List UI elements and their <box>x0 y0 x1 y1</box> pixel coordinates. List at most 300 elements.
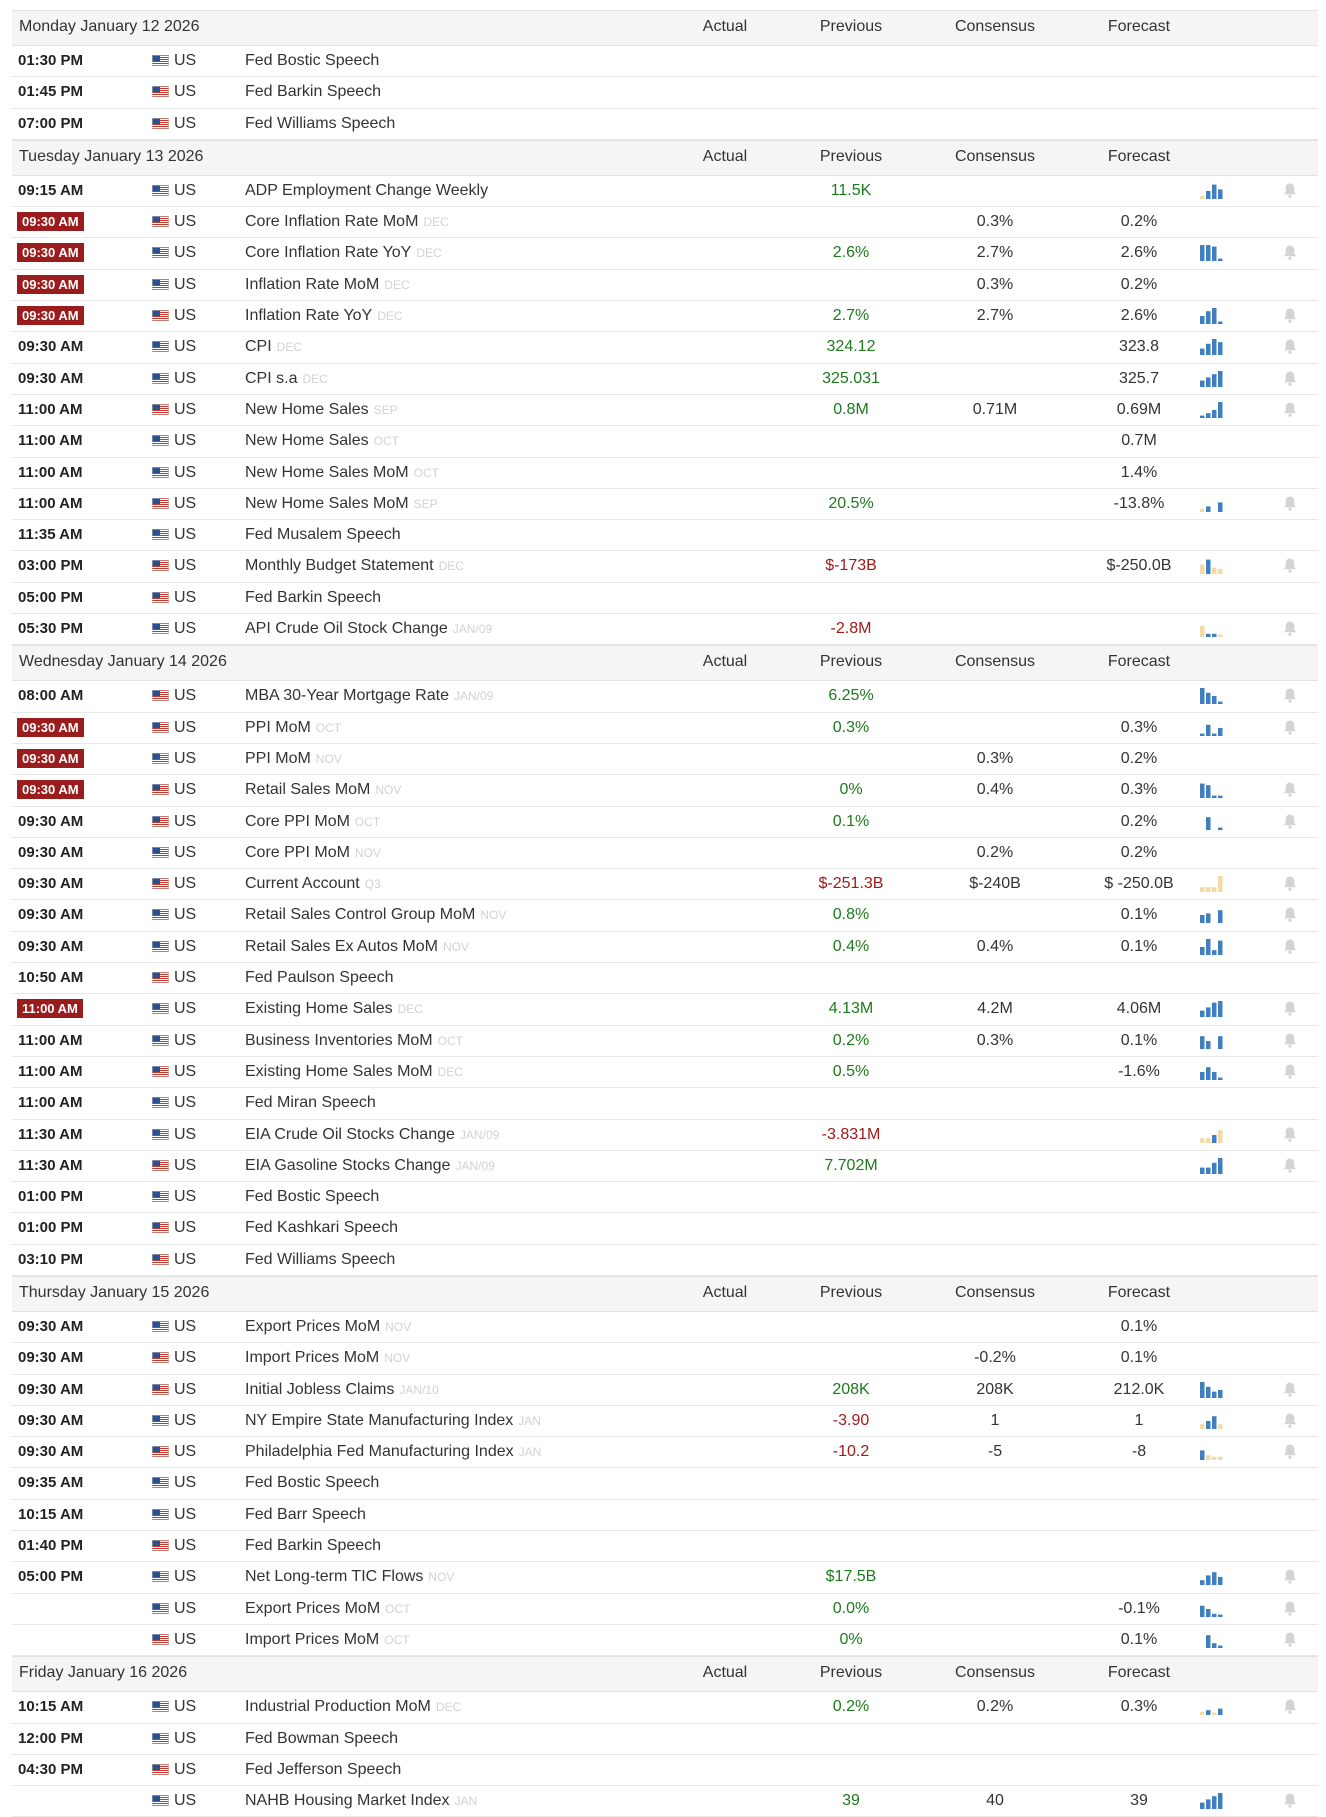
event-row[interactable] <box>12 838 1318 869</box>
event-row[interactable] <box>12 963 1318 994</box>
sparkline-bar <box>1200 1712 1205 1715</box>
event-row[interactable] <box>12 458 1318 489</box>
event-row[interactable] <box>12 520 1318 551</box>
sparkline-chart[interactable] <box>1198 494 1232 514</box>
sparkline-bar <box>1206 1167 1211 1173</box>
sparkline-chart[interactable] <box>1198 1599 1232 1619</box>
bell-icon[interactable] <box>1282 1063 1298 1080</box>
event-name[interactable] <box>245 370 328 388</box>
event-name[interactable] <box>245 432 399 450</box>
country-code: US <box>174 244 197 262</box>
sparkline-bar <box>1206 344 1211 355</box>
event-row[interactable] <box>12 207 1318 238</box>
sparkline-chart[interactable] <box>1198 1156 1232 1176</box>
sparkline-bar <box>1212 1163 1217 1174</box>
sparkline-chart[interactable] <box>1198 369 1232 389</box>
event-name-text[interactable]: Fed Bowman Speech <box>245 1729 398 1747</box>
event-name-text[interactable]: Fed Bostic Speech <box>245 1474 380 1492</box>
event-row[interactable] <box>12 681 1318 712</box>
event-name-text[interactable]: Core PPI MoM <box>245 843 350 861</box>
event-name-text[interactable]: Core Inflation Rate YoY <box>245 244 412 262</box>
sparkline-chart[interactable] <box>1198 686 1232 706</box>
event-row[interactable] <box>12 775 1318 806</box>
sparkline-bar <box>1218 502 1223 512</box>
event-name[interactable] <box>245 115 395 133</box>
event-name-text[interactable]: Monthly Budget Statement <box>245 557 434 575</box>
event-name-text[interactable]: NY Empire State Manufacturing Index <box>245 1411 514 1429</box>
event-time: 09:30 AM <box>18 1317 84 1335</box>
event-name[interactable] <box>245 182 488 200</box>
event-name[interactable] <box>245 244 442 262</box>
bell-icon[interactable] <box>1282 1792 1298 1809</box>
event-name[interactable] <box>245 557 464 575</box>
bell-icon[interactable] <box>1282 1568 1298 1585</box>
sparkline-chart[interactable] <box>1198 1567 1232 1587</box>
sparkline-bar <box>1200 915 1205 923</box>
event-name-text[interactable]: Existing Home Sales <box>245 1000 393 1018</box>
bell-icon[interactable] <box>1282 1032 1298 1049</box>
event-name-text[interactable]: Fed Barkin Speech <box>245 588 382 606</box>
sparkline-bar <box>1212 696 1217 704</box>
sparkline-chart[interactable] <box>1198 1411 1232 1431</box>
event-name[interactable] <box>245 719 341 737</box>
event-row[interactable] <box>12 301 1318 332</box>
event-row[interactable] <box>12 1182 1318 1213</box>
event-row[interactable] <box>12 1120 1318 1151</box>
sparkline-chart[interactable] <box>1198 999 1232 1019</box>
consensus-value: 0.2% <box>976 1698 1014 1716</box>
bell-icon[interactable] <box>1282 1381 1298 1398</box>
bell-icon[interactable] <box>1282 906 1298 923</box>
sparkline-bar <box>1200 416 1205 418</box>
bell-icon[interactable] <box>1282 875 1298 892</box>
event-name[interactable] <box>245 401 398 419</box>
us-flag-icon <box>152 1733 169 1744</box>
event-name[interactable] <box>245 1381 439 1399</box>
sparkline-bar <box>1206 1800 1211 1810</box>
event-time: 09:30 AM <box>18 1443 84 1461</box>
sparkline-bar <box>1218 322 1223 324</box>
event-row[interactable] <box>12 614 1318 645</box>
sparkline-chart[interactable] <box>1198 181 1232 201</box>
event-name[interactable] <box>245 1568 454 1586</box>
event-time: 11:00 AM <box>18 1062 83 1080</box>
bell-icon[interactable] <box>1282 938 1298 955</box>
forecast-value: 0.1% <box>1120 1630 1158 1648</box>
sparkline-chart[interactable] <box>1198 337 1232 357</box>
event-name-text[interactable]: Inflation Rate YoY <box>245 307 373 325</box>
forecast-value: 0.2% <box>1120 843 1158 861</box>
event-name[interactable] <box>245 1443 541 1461</box>
event-row[interactable] <box>12 1786 1318 1817</box>
us-flag-icon <box>152 1571 169 1582</box>
bell-icon[interactable] <box>1282 557 1298 574</box>
sparkline-chart[interactable] <box>1198 937 1232 957</box>
event-row[interactable] <box>12 46 1318 77</box>
event-name-text[interactable]: API Crude Oil Stock Change <box>245 620 448 638</box>
event-row[interactable] <box>12 994 1318 1025</box>
consensus-value: 2.7% <box>976 244 1014 262</box>
sparkline-chart[interactable] <box>1198 556 1232 576</box>
event-name[interactable] <box>245 813 380 831</box>
event-name[interactable] <box>245 750 342 768</box>
event-name-text[interactable]: Fed Barr Speech <box>245 1505 366 1523</box>
bell-icon[interactable] <box>1282 495 1298 512</box>
country-code: US <box>174 432 197 450</box>
country-code: US <box>174 1031 197 1049</box>
event-row[interactable] <box>12 807 1318 838</box>
us-flag-icon <box>152 55 169 66</box>
bell-icon[interactable] <box>1282 719 1298 736</box>
event-row[interactable] <box>12 1468 1318 1499</box>
sparkline-chart[interactable] <box>1198 874 1232 894</box>
event-name[interactable] <box>245 589 381 607</box>
bell-icon[interactable] <box>1282 338 1298 355</box>
event-name-text[interactable]: Inflation Rate MoM <box>245 275 380 293</box>
event-name[interactable] <box>245 83 381 101</box>
sparkline-chart[interactable] <box>1198 306 1232 326</box>
event-row[interactable] <box>12 1437 1318 1468</box>
us-flag-icon <box>152 341 169 352</box>
previous-value: 0% <box>839 1630 863 1648</box>
bell-icon[interactable] <box>1282 1126 1298 1143</box>
sparkline-chart[interactable] <box>1198 1062 1232 1082</box>
sparkline-chart[interactable] <box>1198 243 1232 263</box>
sparkline-chart[interactable] <box>1198 400 1232 420</box>
event-name[interactable] <box>245 875 381 893</box>
event-row[interactable] <box>12 395 1318 426</box>
event-name[interactable] <box>245 1506 366 1524</box>
event-name-text[interactable]: New Home Sales MoM <box>245 494 409 512</box>
bell-icon[interactable] <box>1282 1000 1298 1017</box>
event-time: 09:30 AM <box>18 1411 84 1429</box>
event-name-text[interactable]: Fed Bostic Speech <box>245 1188 380 1206</box>
event-name[interactable] <box>245 1730 398 1748</box>
bell-icon[interactable] <box>1282 244 1298 261</box>
country-code: US <box>174 1380 197 1398</box>
event-name-text[interactable]: Fed Williams Speech <box>245 114 396 132</box>
event-name-text[interactable]: New Home Sales <box>245 432 369 450</box>
us-flag-icon <box>152 247 169 258</box>
event-name-text[interactable]: PPI MoM <box>245 749 311 767</box>
bell-icon[interactable] <box>1282 620 1298 637</box>
country-code: US <box>174 1349 197 1367</box>
country-code: US <box>174 969 197 987</box>
event-name[interactable] <box>245 1698 461 1716</box>
event-name-text[interactable]: Existing Home Sales MoM <box>245 1062 433 1080</box>
sparkline-bar <box>1218 940 1223 954</box>
sparkline-chart[interactable] <box>1198 1125 1232 1145</box>
event-name-text[interactable]: NAHB Housing Market Index <box>245 1792 450 1810</box>
event-row[interactable] <box>12 932 1318 963</box>
event-name[interactable] <box>245 1474 379 1492</box>
event-row[interactable] <box>12 1594 1318 1625</box>
event-name-text[interactable]: Net Long-term TIC Flows <box>245 1568 424 1586</box>
consensus-value: 2.7% <box>976 307 1014 325</box>
forecast-value: 0.1% <box>1120 937 1158 955</box>
event-name[interactable] <box>245 526 401 544</box>
sparkline-bar <box>1206 1138 1211 1143</box>
sparkline-chart[interactable] <box>1198 1791 1232 1811</box>
event-name-text[interactable]: ADP Employment Change Weekly <box>245 181 489 199</box>
event-row[interactable] <box>12 1625 1318 1656</box>
event-name[interactable] <box>245 620 492 638</box>
sparkline-bar <box>1200 1605 1205 1616</box>
event-name-text[interactable]: PPI MoM <box>245 718 311 736</box>
event-name[interactable] <box>245 1761 401 1779</box>
event-name-text[interactable]: Current Account <box>245 875 360 893</box>
sparkline-chart[interactable] <box>1198 905 1232 925</box>
bell-icon[interactable] <box>1282 687 1298 704</box>
event-row[interactable] <box>12 1088 1318 1119</box>
event-name-text[interactable]: Export Prices MoM <box>245 1317 381 1335</box>
sparkline-bar <box>1200 245 1205 261</box>
event-name-text[interactable]: New Home Sales <box>245 400 369 418</box>
sparkline-bar <box>1218 1078 1223 1080</box>
event-row[interactable] <box>12 869 1318 900</box>
event-time: 10:15 AM <box>18 1505 84 1523</box>
event-row[interactable] <box>12 1343 1318 1374</box>
event-name-text[interactable]: Fed Jefferson Speech <box>245 1760 402 1778</box>
sparkline-chart[interactable] <box>1198 1442 1232 1462</box>
event-row[interactable] <box>12 1026 1318 1057</box>
event-name[interactable] <box>245 1792 477 1810</box>
sparkline-bar <box>1212 1643 1217 1648</box>
sparkline-chart[interactable] <box>1198 1630 1232 1650</box>
event-name-text[interactable]: Fed Bostic Speech <box>245 52 380 69</box>
country-code: US <box>174 812 197 830</box>
day-header <box>12 140 1318 176</box>
event-row[interactable] <box>12 238 1318 269</box>
event-name[interactable] <box>245 1157 495 1175</box>
previous-value: 0.8M <box>833 400 869 418</box>
event-period: NOV <box>428 1570 455 1585</box>
country-code: US <box>174 1568 197 1586</box>
event-name-text[interactable]: New Home Sales MoM <box>245 463 409 481</box>
previous-value: 325.031 <box>822 369 880 387</box>
event-name[interactable] <box>245 1537 381 1555</box>
event-name-text[interactable]: Fed Kashkari Speech <box>245 1219 398 1237</box>
previous-value: $17.5B <box>825 1568 877 1586</box>
sparkline-bar <box>1212 1003 1217 1017</box>
day-date: Tuesday January 13 2026 <box>19 147 204 165</box>
event-name-text[interactable]: Retail Sales MoM <box>245 781 371 799</box>
event-name-text[interactable]: Initial Jobless Claims <box>245 1380 395 1398</box>
us-flag-icon <box>152 1035 169 1046</box>
country-code: US <box>174 1125 197 1143</box>
event-name-text[interactable]: Core PPI MoM <box>245 812 350 830</box>
event-row[interactable] <box>12 551 1318 582</box>
event-name-text[interactable]: CPI <box>245 338 272 356</box>
event-row[interactable] <box>12 364 1318 395</box>
bell-icon[interactable] <box>1282 1412 1298 1429</box>
forecast-value: 0.1% <box>1120 1031 1158 1049</box>
event-time: 09:30 AM <box>18 812 84 830</box>
event-name[interactable] <box>245 1251 395 1269</box>
event-name[interactable] <box>245 906 506 924</box>
forecast-value: 0.1% <box>1120 906 1158 924</box>
event-name-text[interactable]: Core Inflation Rate MoM <box>245 213 419 231</box>
sparkline-bar <box>1206 377 1211 387</box>
event-name[interactable] <box>245 781 401 799</box>
event-name-text[interactable]: Business Inventories MoM <box>245 1031 433 1049</box>
event-row[interactable] <box>12 1312 1318 1343</box>
column-header-actual: Actual <box>702 147 748 165</box>
bell-icon[interactable] <box>1282 1600 1298 1617</box>
event-row[interactable] <box>12 332 1318 363</box>
bell-icon[interactable] <box>1282 813 1298 830</box>
bell-icon[interactable] <box>1282 401 1298 418</box>
sparkline-chart[interactable] <box>1198 1697 1232 1717</box>
event-row[interactable] <box>12 176 1318 207</box>
event-name[interactable] <box>245 1631 410 1649</box>
event-row[interactable] <box>12 900 1318 931</box>
event-name-text[interactable]: Fed Musalem Speech <box>245 526 401 544</box>
event-name[interactable] <box>245 307 403 325</box>
event-row[interactable] <box>12 1406 1318 1437</box>
event-row[interactable] <box>12 1057 1318 1088</box>
event-time: 01:30 PM <box>18 52 84 69</box>
event-row[interactable] <box>12 426 1318 457</box>
sparkline-bar <box>1218 1130 1223 1143</box>
column-header-consensus: Consensus <box>954 1664 1036 1682</box>
bell-icon[interactable] <box>1282 781 1298 798</box>
sparkline-chart[interactable] <box>1198 1031 1232 1051</box>
bell-icon[interactable] <box>1282 1443 1298 1460</box>
event-name[interactable] <box>245 1032 463 1050</box>
previous-value: 0.8% <box>832 906 870 924</box>
event-row[interactable] <box>12 1724 1318 1755</box>
us-flag-icon <box>152 1701 169 1712</box>
event-period: JAN/10 <box>399 1382 439 1397</box>
event-time: 11:00 AM <box>18 494 83 512</box>
event-name[interactable] <box>245 687 493 705</box>
sparkline-chart[interactable] <box>1198 718 1232 738</box>
event-name[interactable] <box>245 495 438 513</box>
event-name[interactable] <box>245 1188 379 1206</box>
bell-icon[interactable] <box>1282 307 1298 324</box>
event-name-text[interactable]: Philadelphia Fed Manufacturing Index <box>245 1443 514 1461</box>
sparkline-chart[interactable] <box>1198 1380 1232 1400</box>
event-name[interactable] <box>245 52 379 70</box>
event-name[interactable] <box>245 1412 541 1430</box>
event-row[interactable] <box>12 489 1318 520</box>
event-name-text[interactable]: CPI s.a <box>245 369 298 387</box>
event-row[interactable] <box>12 109 1318 140</box>
sparkline-chart[interactable] <box>1198 619 1232 639</box>
event-name[interactable] <box>245 1000 423 1018</box>
sparkline-bar <box>1200 1803 1205 1809</box>
event-name[interactable] <box>245 1094 376 1112</box>
event-name-text[interactable]: Fed Barkin Speech <box>245 83 382 101</box>
event-name-text[interactable]: Fed Williams Speech <box>245 1250 396 1268</box>
event-period: NOV <box>442 939 469 954</box>
event-name-text[interactable]: EIA Crude Oil Stocks Change <box>245 1125 455 1143</box>
event-row[interactable] <box>12 1500 1318 1531</box>
consensus-value: 40 <box>986 1792 1004 1810</box>
event-name[interactable] <box>245 1318 411 1336</box>
event-row[interactable] <box>12 583 1318 614</box>
event-name-text[interactable]: Fed Barkin Speech <box>245 1537 382 1555</box>
sparkline-bar <box>1206 1576 1211 1586</box>
us-flag-icon <box>152 909 169 920</box>
event-name[interactable] <box>245 276 410 294</box>
event-name[interactable] <box>245 1600 410 1618</box>
event-name-text[interactable]: Fed Miran Speech <box>245 1094 376 1112</box>
event-name-text[interactable]: Retail Sales Ex Autos MoM <box>245 937 438 955</box>
event-name[interactable] <box>245 938 469 956</box>
event-row[interactable] <box>12 1562 1318 1593</box>
event-row[interactable] <box>12 1213 1318 1244</box>
event-name[interactable] <box>245 844 381 862</box>
event-name[interactable] <box>245 213 449 231</box>
sparkline-chart[interactable] <box>1198 780 1232 800</box>
event-row[interactable] <box>12 744 1318 775</box>
event-name[interactable] <box>245 969 394 987</box>
country-code: US <box>174 875 197 893</box>
column-header-actual: Actual <box>702 18 748 35</box>
event-period: DEC <box>416 246 442 261</box>
country-code: US <box>174 687 197 705</box>
bell-icon[interactable] <box>1282 182 1298 199</box>
event-period: DEC <box>302 371 328 386</box>
us-flag-icon <box>152 529 169 540</box>
event-name-text[interactable]: Retail Sales Control Group MoM <box>245 906 476 924</box>
event-row[interactable] <box>12 1245 1318 1276</box>
bell-icon[interactable] <box>1282 370 1298 387</box>
event-name[interactable] <box>245 1126 499 1144</box>
event-name-text[interactable]: Import Prices MoM <box>245 1349 380 1367</box>
event-name[interactable] <box>245 1219 398 1237</box>
forecast-value: 4.06M <box>1116 1000 1162 1018</box>
us-flag-icon <box>152 1003 169 1014</box>
previous-value: 0.2% <box>832 1031 870 1049</box>
forecast-value: 0.69M <box>1116 400 1162 418</box>
event-row[interactable] <box>12 1375 1318 1406</box>
country-code: US <box>174 213 197 231</box>
bell-icon[interactable] <box>1282 1157 1298 1174</box>
event-row[interactable] <box>12 1151 1318 1182</box>
us-flag-icon <box>152 972 169 983</box>
sparkline-bar <box>1206 413 1211 418</box>
us-flag-icon <box>152 279 169 290</box>
us-flag-icon <box>152 310 169 321</box>
event-row[interactable] <box>12 270 1318 301</box>
bell-icon[interactable] <box>1282 1631 1298 1648</box>
event-row[interactable] <box>12 1531 1318 1562</box>
event-row[interactable] <box>12 713 1318 744</box>
event-name[interactable] <box>245 464 439 482</box>
event-name-text[interactable]: Fed Paulson Speech <box>245 969 394 987</box>
event-name-text[interactable]: Industrial Production MoM <box>245 1698 431 1716</box>
event-row[interactable] <box>12 77 1318 108</box>
event-name-text[interactable]: EIA Gasoline Stocks Change <box>245 1156 451 1174</box>
bell-icon[interactable] <box>1282 1698 1298 1715</box>
event-name-text[interactable]: MBA 30-Year Mortgage Rate <box>245 687 449 705</box>
previous-value: $-251.3B <box>818 875 884 893</box>
event-name[interactable] <box>245 1349 410 1367</box>
event-name[interactable] <box>245 1063 463 1081</box>
previous-value: 0.3% <box>832 718 870 736</box>
us-flag-icon <box>152 722 169 733</box>
event-name[interactable] <box>245 338 302 356</box>
sparkline-chart[interactable] <box>1198 812 1232 832</box>
event-name-text[interactable]: Export Prices MoM <box>245 1599 381 1617</box>
event-name-text[interactable]: Import Prices MoM <box>245 1630 380 1648</box>
event-row[interactable] <box>12 1692 1318 1723</box>
us-flag-icon <box>152 467 169 478</box>
event-row[interactable] <box>12 1755 1318 1786</box>
